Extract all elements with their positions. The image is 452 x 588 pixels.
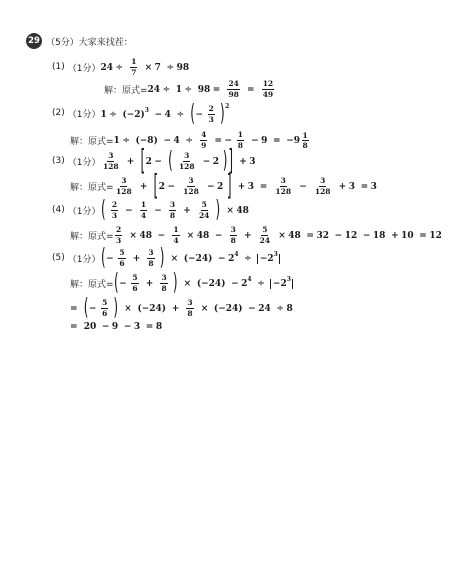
fraction: $\frac{1}{4}$: [140, 200, 147, 220]
absolute-value: $-2^3$: [270, 279, 293, 289]
solution-prefix: 解：原式=: [104, 85, 148, 96]
part-3-solution: 解：原式= $\frac{3}{128}$ + [2 − $\frac{3}{128}$ − 2 ] + 3 = $\frac{3}{128}$ − $\frac{3}{128}$ + 3 = 3: [70, 168, 377, 202]
fraction: $\frac{3}{128}$: [116, 176, 132, 196]
solution-prefix: 解：原式=: [70, 231, 114, 242]
fraction: $\frac{12}{49}$: [262, 79, 274, 99]
fraction: $\frac{1}{7}$: [131, 57, 137, 77]
fraction: $\frac{2}{3}$: [208, 104, 214, 124]
part-1-expression: (1) （1分） 24 ÷ $\frac{1}{7}$ × 7 ÷ 98: [52, 57, 190, 77]
part-label: (5): [52, 253, 65, 264]
problem-header-text: （5分）大家来找茬：: [46, 38, 133, 48]
part-label: (4): [52, 205, 65, 216]
part-2-expression: (2) （1分） $1 \div (-2)^3 - 4$ ÷ (− $\frac{2}{3}$ )$^2$: [52, 99, 230, 127]
fraction: $\frac{5}{6}$: [119, 248, 125, 268]
solution-prefix: 解：原式=: [70, 182, 114, 193]
fraction: $\frac{3}{128}$: [183, 176, 199, 196]
fraction: $\frac{3}{128}$: [178, 151, 195, 171]
fraction: $\frac{2}{3}$: [111, 200, 118, 220]
fraction: $\frac{1}{4}$: [173, 225, 179, 245]
part-label: (3): [52, 156, 65, 167]
solution-prefix: 解：原式=: [70, 279, 114, 290]
fraction: $\frac{3}{8}$: [230, 225, 236, 245]
fraction: $\frac{24}{98}$: [228, 79, 239, 99]
part-4-solution: 解：原式= $\frac{2}{3}$ × 48 − $\frac{1}{4}$ × 48 − $\frac{3}{8}$ + $\frac{5}{24}$ × 48 = 32 − 12 − 18 + 10 = 12: [70, 225, 442, 245]
solution-prefix: 解：原式=: [70, 137, 114, 148]
part-points: （1分）: [67, 157, 101, 168]
fraction: $\frac{3}{8}$: [148, 248, 154, 268]
part-1-solution: 解：原式= 24 ÷ 1 ÷ 98 = $\frac{24}{98}$ = $\frac{12}{49}$: [104, 79, 274, 99]
part-points: （1分）: [67, 63, 101, 74]
mixed-number: −9 $\frac{1}{8}$: [286, 130, 308, 151]
fraction: $\frac{3}{8}$: [161, 273, 167, 293]
part-label: (2): [52, 108, 65, 119]
part-4-expression: (4) （1分） ( $\frac{2}{3}$ − $\frac{1}{4}$ − $\frac{3}{8}$ + $\frac{5}{24}$ ) × 48: [52, 195, 249, 223]
fraction: $\frac{5}{6}$: [102, 298, 108, 318]
part-points: （1分）: [67, 254, 101, 265]
fraction: $\frac{2}{3}$: [116, 225, 122, 245]
fraction: $\frac{3}{128}$: [102, 151, 119, 171]
part-label: (1): [52, 62, 65, 73]
problem-number-badge: 29: [26, 33, 42, 49]
fraction: $\frac{5}{24}$: [259, 225, 271, 245]
part-3-expression: (3) （1分） $\frac{3}{128}$ + [2 − ( $\frac{3}{128}$ − 2 )] + 3: [52, 143, 256, 177]
fraction: $\frac{3}{8}$: [187, 298, 193, 318]
fraction: $\frac{3}{128}$: [314, 176, 331, 196]
fraction: $\frac{1}{8}$: [237, 130, 243, 150]
fraction: $\frac{4}{9}$: [201, 130, 207, 150]
fraction: $\frac{3}{128}$: [275, 176, 292, 196]
part-5-solution: 解：原式= (− $\frac{5}{6}$ + $\frac{3}{8}$ ) × $(-24) - 2^4 \div -2^3$: [70, 274, 293, 293]
part-5-solution-step-2: = (− $\frac{5}{6}$ ) × (−24) + $\frac{3}{8}$ × (−24) − 24 ÷ 8: [70, 293, 293, 321]
fraction: $\frac{5}{6}$: [132, 273, 138, 293]
fraction: $\frac{5}{24}$: [198, 200, 210, 220]
part-2-solution: 解：原式= 1 ÷ (−8) − 4 ÷ $\frac{4}{9}$ = − $\frac{1}{8}$ − 9 = −9 $\frac{1}{8}$: [70, 131, 310, 150]
problem-header: [46, 35, 133, 48]
part-points: （1分）: [67, 109, 101, 120]
part-5-solution-step-3: = 20 − 9 − 3 = 8: [70, 322, 163, 332]
part-points: （1分）: [67, 206, 101, 217]
part-5-expression: (5) （1分） (− $\frac{5}{6}$ + $\frac{3}{8}$ ) × $(-24) - 2^4 \div -2^3$: [52, 249, 280, 268]
fraction: $\frac{3}{8}$: [169, 200, 176, 220]
absolute-value: $-2^3$: [257, 254, 280, 264]
